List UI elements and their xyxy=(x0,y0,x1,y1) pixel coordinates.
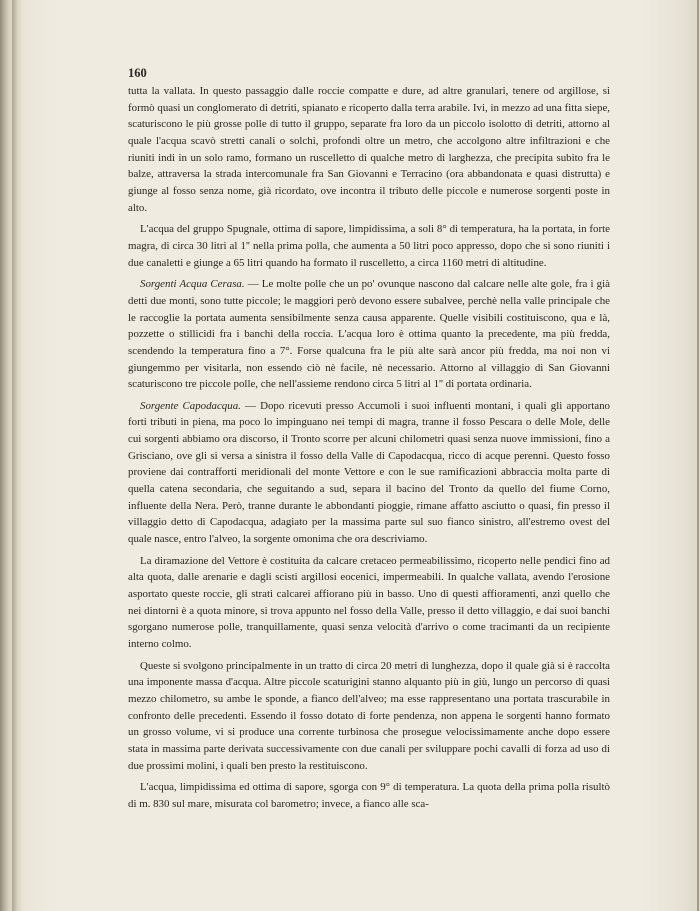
paragraph xyxy=(128,221,610,271)
paragraph xyxy=(128,779,610,812)
section-heading: Sorgenti Acqua Cerasa. xyxy=(140,278,245,291)
document-page xyxy=(128,64,610,884)
section-heading: Sorgente Capodacqua. xyxy=(140,399,241,412)
paragraph xyxy=(128,553,610,653)
paragraph xyxy=(128,276,610,393)
book-gutter-shadow xyxy=(12,0,22,911)
paragraph-text: L'acqua, limpidissima ed ottima di sapore, sgorga con 9° di temperatura. La quota della prima polla risultò di m. 830 sul mare, misurata col barometro; invece, a fianco alle sca- xyxy=(128,781,610,810)
paragraph-text: La diramazione del Vettore è costituita da calcare cretaceo permeabilissimo, ricoperto nelle pendici fino ad alta quota, dalle arenarie e dagli scisti argillosi eocenici, impermeabili. In qualche vallata, avendo l'erosione asportato queste roccie, gli strati calcarei affiorano più in basso. Uno di questi affioramenti, anzi quello che nei dintorni è a quota minore, si trova appunto nel fosso della Valle, presso il detto villaggio, e dai suoi banchi sgorgano numerose polle, tranquillamente, quasi senza velocità d'arrivo o come tracimanti da un recipiente interno colmo. xyxy=(128,554,610,650)
paragraph-text: Queste si svolgono principalmente in un tratto di circa 20 metri di lunghezza, dopo il quale già si è raccolta una imponente massa d'acqua. Altre piccole scaturigini stanno alquanto più in giù, lungo un percorso di quasi mezzo chilometro, su ambe le sponde, a fianco dell'alveo; ma esse rappresentano una portata trascurabile in confronto delle precedenti. Essendo il fosso dotato di forte pendenza, non appena le sorgenti hanno formato un grosso volume, vi si produce una corrente turbinosa che prosegue velocissimamente anche dopo essere stata in massima parte derivata successivamente con due canali per sviluppare pochi cavalli di forza ad uso di due prossimi molini, i quali ben presto la restituiscono. xyxy=(128,659,610,772)
paragraph-text: tutta la vallata. In questo passaggio dalle roccie compatte e dure, ad altre granulari, tenere od argillose, si formò quasi un conglomerato di detriti, spianato e ricoperto dalla terra arabile. Ivi, in mezzo ad una fitta siepe, scaturiscono le più grosse polle di tutto il gruppo, separate fra loro da un piccolo isolotto di detriti, attorno al quale l'acqua scavò stretti canali o solchi, profondi oltre un metro, che accolgono altre infiltrazioni e che riuniti indi in un solo ramo, formano un ruscelletto di qualche metro di larghezza, che precipita subito fra le balze, attraversa la strada intercomunale fra San Giovanni e Terracino (ora abbandonata e quasi distrutta) e giunge al fosso senza nome, già ricordato, ove incontra il tributo delle piccole e numerose sorgenti poste in alto. xyxy=(128,85,610,214)
paragraph xyxy=(128,658,610,775)
paragraph-text: — Dopo ricevuti presso Accumoli i suoi influenti montani, i quali gli apportano forti tributi in piena, ma poco lo impinguano nei tempi di magra, tranne il fosso Pescara o delle Mole, delle cui sorgenti abbiamo ora discorso, il Tronto scorre per alcuni chilometri quasi senza nuove immissioni, fino a Grisciano, ove gli si versa a sinistra il fosso della Valle di Capodacqua, ricco di acque perenni. Questo fosso proviene dai contrafforti meridionali del monte Vettore e con le sue ramificazioni abbraccia molta parte di quella catena secondaria, che seguitando a sud, separa il bacino del Tronto da quello del fiume Corno, influente della Nera. Però, tranne durante le abbondanti pioggie, rimane affatto asciutto o quasi, fin presso il villaggio detto di Capodacqua, adagiato per la massima parte sul suo fianco sinistro, all'estremo ovest del quale nasce, entro l'alveo, la sorgente omonima che ora descriviamo. xyxy=(128,399,610,546)
page-number: 160 xyxy=(128,66,147,80)
paragraph xyxy=(128,83,610,216)
paragraph xyxy=(128,398,610,548)
page-edge xyxy=(697,0,699,911)
paragraph-text: L'acqua del gruppo Spugnale, ottima di sapore, limpidissima, a soli 8° di temperatura, ha la portata, in forte magra, di circa 30 litri al 1'' nella prima polla, che aumenta a 50 litri poco appresso, dopo che si sono riuniti i due canaletti e giunge a 65 litri quando ha formato il ruscelletto, a circa 1160 metri di altitudine. xyxy=(128,223,610,269)
paragraph-text: — Le molte polle che un po' ovunque nascono dal calcare nelle alte gole, fra i già detti due monti, sono tutte piccole; le maggiori però devono essere subalvee, perchè nella valle principale che le raccoglie la portata aumenta sensibilmente senza causa apparente. Quelle visibili costituiscono, qua e là, pozzette o stillicidi fra i banchi della roccia. L'acqua loro è ottima quanto la precedente, ma più fredda, scendendo la temperatura fino a 7°. Forse qualcuna fra le più alte sarà ancor più fredda, ma noi non vi giungemmo per visitarla, non essendo ciò nè facile, nè necessario. Attorno al villaggio di San Giovanni scaturiscono tre piccole polle, che nell'assieme rendono circa 5 litri al 1'' di portata ordinaria. xyxy=(128,278,610,391)
